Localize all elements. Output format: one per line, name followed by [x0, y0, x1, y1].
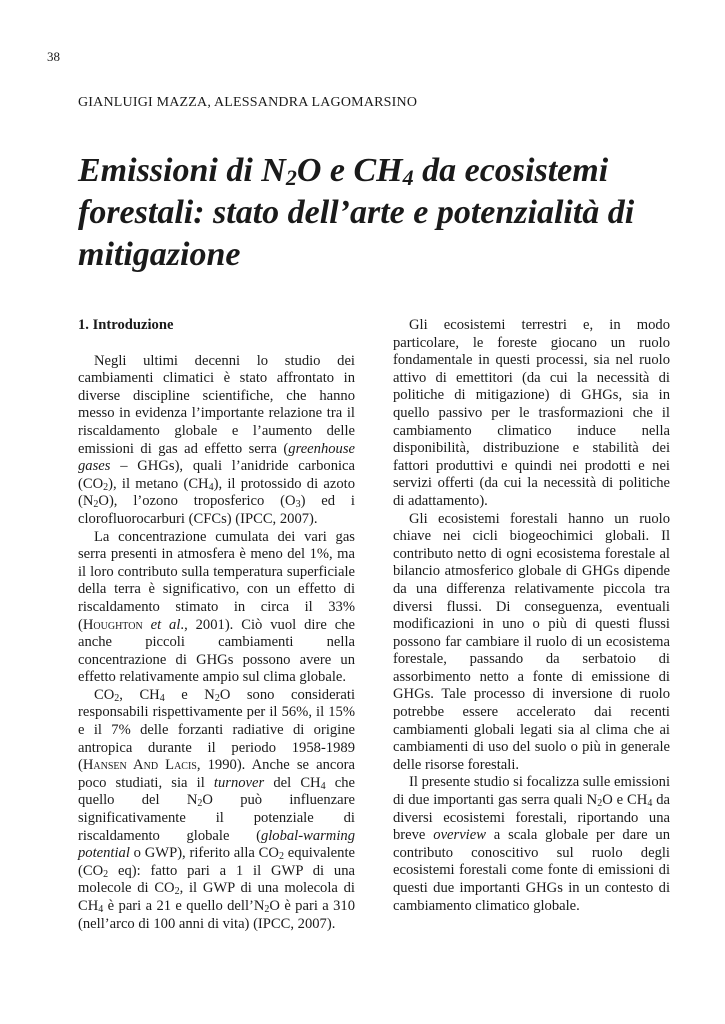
left-column: [78, 317, 355, 933]
paragraph: Il presente studio si focalizza sulle emissioni di due importanti gas serra quali $N_2O$ e $CH_4$ da diversi ecosistemi forestali, riportando una breve overview a scala globale per dare un contributo conoscitivo sul ruolo degli ecosistemi forestali come fonte di emissioni di questi due importanti GHGs in un contesto di cambiamento climatico globale.: [393, 774, 670, 914]
paper-title: Emissioni di $N_2O$ e $CH_4$ da ecosistemi forestali: stato dell’arte e potenzialità di mitigazione: [78, 152, 635, 273]
paragraph: Gli ecosistemi forestali hanno un ruolo chiave nei cicli biogeochimici globali. Il contributo netto di ogni ecosistema forestale al bilancio atmosferico globale di GHGs dipende da una differenza relativamente piccola tra diversi flussi. Di conseguenza, eventuali modificazioni in uno o più di questi flussi possono far cambiare il ruolo di un ecosistema forestale, passando da serbatoio di assorbimento netto a fonte di emissione di GHGs. Tale processo di inversione di ruolo potrebbe essere accelerato dai recenti cambiamenti globali legati sia al clima che ai cambiamenti di uso del suolo o più in generale delle risorse forestali.: [393, 510, 670, 773]
section-heading: 1. Introduzione: [78, 317, 174, 333]
paragraph: Gli ecosistemi terrestri e, in modo particolare, le foreste giocano un ruolo fondamentale in questi processi, sia nel ruolo attivo di emettitori (da cui la necessità di politiche di mitigazione) di GHGs, sia in quello passivo per le trasformazioni che il cambiamento climatico induce nella disponibilità, distribuzione e stabilità dei fattori produttivi e quindi nei prodotti e nei servizi offerti (da cui la necessità di politiche di adattamento).: [393, 317, 670, 509]
paragraph: La concentrazione cumulata dei vari gas serra presenti in atmosfera è meno del 1%, ma il loro contributo sulla temperatura superficiale della terra è significativo, con un effetto di riscaldamento stimato in circa il 33% (Houghton et al., 2001). Ciò vuol dire che anche piccoli cambiamenti nella concentrazione di GHGs possono avere un effetto relativamente ampio sul clima globale.: [78, 528, 355, 686]
authors: GIANLUIGI MAZZA, ALESSANDRA LAGOMARSINO: [78, 95, 418, 110]
page-number: 38: [47, 49, 60, 64]
paragraph: Negli ultimi decenni lo studio dei cambiamenti climatici è stato affrontato in diverse discipline scientifiche, che hanno messo in evidenza l’importante relazione tra il riscaldamento globale e l’aumento delle emissioni di gas ad effetto serra (greenhouse gases – GHGs), quali l’anidride carbonica $(CO_2)$, il metano $(CH_4)$, il protossido di azoto $(N_2O)$, l’ozono troposferico $(O_3)$ ed i clorofluorocarburi (CFCs) (IPCC, 2007).: [78, 352, 355, 527]
paragraph: $CO_2$, $CH_4$ e $N_2O$ sono considerati responsabili rispettivamente per il 56%, il 15% e il 7% delle forzanti radiative di origine antropica durante il periodo 1958-1989 (Hansen And Lacis, 1990). Anche se ancora poco studiati, sia il turnover del $CH_4$ che quello del $N_2O$ può influenzare significativamente il potenziale di riscaldamento globale (global-warming potential o GWP), riferito alla $CO_2$ equivalente ($CO_2$ eq): fatto pari a 1 il GWP di una molecole di $CO_2$, il GWP di una molecola di $CH_4$ è pari a 21 e quello $dell’N_2O$ è pari a 310 (nell’arco di 100 anni di vita) (IPCC, 2007).: [78, 686, 355, 932]
right-column: [393, 317, 670, 915]
